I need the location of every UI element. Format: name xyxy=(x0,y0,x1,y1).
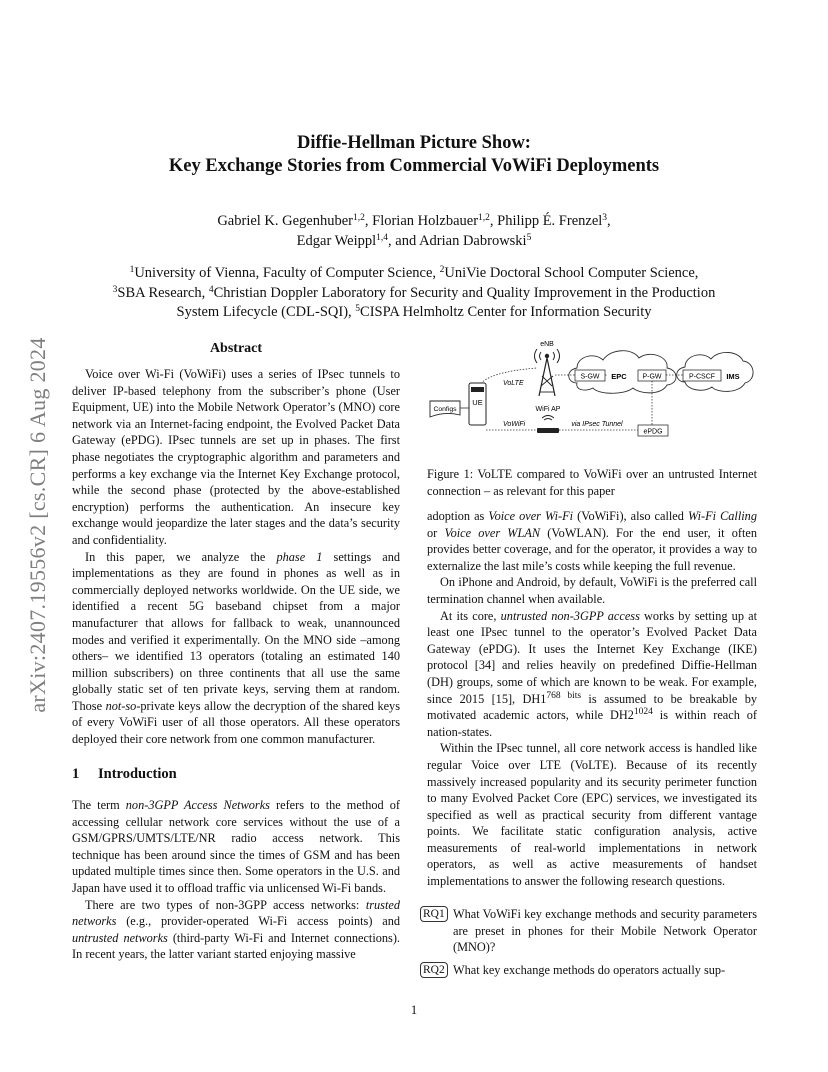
right-column-body xyxy=(427,508,757,890)
wifi-ap-label: WiFi AP xyxy=(535,406,561,413)
arxiv-stamp xyxy=(18,290,58,760)
right-p1: adoption as Voice over Wi-Fi (VoWiFi), also called Wi-Fi Calling or Voice over WLAN (VoWLAN). For the end user, it often provides better coverage, and for the operator, it provides a way to externalize the last mile’s costs while keeping the full revenue. xyxy=(427,509,757,573)
author-sup: 1,2 xyxy=(353,213,365,223)
pgw-label: P-GW xyxy=(642,373,662,381)
affil-text: Christian Doppler Laboratory for Security and Quality Improvement in the Production xyxy=(213,285,716,301)
research-question-1 xyxy=(420,906,757,956)
affiliation-line2 xyxy=(0,283,828,303)
author-name: Florian Holzbauer xyxy=(372,213,479,229)
epc-label: EPC xyxy=(611,372,627,381)
sgw-label: S-GW xyxy=(580,373,600,381)
author-sup: 1,4 xyxy=(376,233,389,243)
ims-label: IMS xyxy=(726,372,740,381)
author-name: Edgar Weippl xyxy=(296,233,377,249)
author-sup: 1,2 xyxy=(478,213,490,223)
author-name: Adrian Dabrowski xyxy=(419,233,527,249)
epdg-label: ePDG xyxy=(643,428,663,436)
ipsec-label: via IPsec Tunnel xyxy=(571,421,623,428)
abstract-heading: Abstract xyxy=(209,341,263,356)
author-sep: , xyxy=(489,213,498,229)
configs-label: Configs xyxy=(433,406,457,413)
ue-label: UE xyxy=(472,398,483,407)
figure-caption-text: Figure 1: VoLTE compared to VoWiFi over an untrusted Internet connection – as relevant for this paper xyxy=(427,467,757,498)
rq2-tag: RQ2 xyxy=(420,962,448,978)
page-number: 1 xyxy=(410,1003,418,1017)
right-p3: At its core, untrusted non-3GPP access works by setting up at least one IPsec tunnel to the operator’s Evolved Packet Data Gateway (ePDG). It uses the Internet Key Exchange (IKE) protocol [34] and relies heavily on predefined Diffie-Hellman (DH) groups, some of which are known to be weak. For example, since 2015 [15], $DH1^{768 bits}$ is assumed to be breakable by motivated academic actors, while $DH2^{1024}$ is within reach of nation-states. xyxy=(427,608,758,739)
abstract-body xyxy=(72,366,400,748)
paper-title-line1: Diffie-Hellman Picture Show: xyxy=(297,133,531,153)
author-sup: 5 xyxy=(526,233,532,243)
pcscf-label: P-CSCF xyxy=(688,373,716,381)
author-name: Gabriel K. Gegenhuber xyxy=(217,213,354,229)
affil-text: UniVie Doctoral School Computer Science, xyxy=(444,265,699,281)
section-number: 1 xyxy=(72,766,80,782)
author-name: Philipp É. Frenzel xyxy=(497,213,603,229)
affiliation-line3 xyxy=(0,302,828,322)
router-icon xyxy=(537,428,559,433)
right-p2: On iPhone and Android, by default, VoWiFi is the preferred call termination channel when available. xyxy=(427,575,757,606)
volte-label: VoLTE xyxy=(503,380,524,387)
abstract-p2: In this paper, we analyze the phase 1 settings and implementations as they are found in phones as well as in commercially deployed networks worldwide. On the UE side, we identified a recent 5G baseband chipset from a major manufacturer that allows for fallback to weak, unannounced modes and verified it experimentally. On the MNO side –among others– we identified 13 operators (totaling an estimated 140 million subscribers) on three continents that all use the same globally static set of ten private keys, serving them at random. Those not-so-private keys allow the decryption of the shared keys of every VoWiFi user of all those operators. All these operators deployed their core network from one common manufacturer. xyxy=(72,549,400,747)
vowifi-label: VoWiFi xyxy=(503,421,526,428)
affil-text: System Lifecycle (CDL-SQI), xyxy=(176,304,356,320)
enb-tower-icon xyxy=(535,349,560,396)
figure-volte-vowifi xyxy=(427,338,757,443)
section-heading-introduction xyxy=(72,766,177,783)
affil-sup: 2 xyxy=(439,265,445,275)
research-question-2 xyxy=(420,962,757,979)
arxiv-id: arXiv:2407.19556v2 [cs.CR] 6 Aug 2024 xyxy=(25,337,50,713)
intro-p1: The term non-3GPP Access Networks refers to the method of accessing cellular network core services without the use of a GSM/GPRS/UMTS/LTE/NR radio access network. This technique has been around since the times of GSM and has been updated multiple times since then. Some operators in the U.S. and Japan have used it to offload traffic via unlicensed Wi-Fi bands. xyxy=(72,798,400,895)
introduction-body xyxy=(72,797,400,963)
affil-sup: 4 xyxy=(208,285,214,295)
affil-sup: 5 xyxy=(355,304,361,314)
author-sep: , and xyxy=(388,233,420,249)
affil-sup: 3 xyxy=(112,285,118,295)
abstract-p1: Voice over Wi-Fi (VoWiFi) uses a series of IPsec tunnels to deliver IP-based telephony from the subscriber’s phone (User Equipment, UE) into the Mobile Network Operator’s (MNO) core network via an Internet-facing endpoint, the Evolved Packet Data Gateway (ePDG). IPsec tunnels are set up in phases. The first phase negotiates the cryptographic algorithm and parameters and performs a key exchange via the Internet Key Exchange protocol, while the second phase (protected by the above-established encryption) performs the authentication. An insecure key exchange would jeopardize the later stages and the data’s security and confidentiality. xyxy=(72,367,400,547)
affil-text: University of Vienna, Faculty of Computer Science, xyxy=(134,265,440,281)
rq2-text: What key exchange methods do operators actually sup- xyxy=(453,963,726,977)
intro-p2: There are two types of non-3GPP access networks: trusted networks (e.g., provider-operated Wi-Fi access points) and untrusted networks (third-party Wi-Fi and Internet connections). In recent years, the latter variant started enjoying massive xyxy=(72,897,400,962)
author-line2 xyxy=(0,231,828,251)
rq1-tag: RQ1 xyxy=(420,906,448,922)
figure-caption xyxy=(427,454,757,512)
affil-text: CISPA Helmholtz Center for Information Security xyxy=(360,304,652,320)
author-sup: 3 xyxy=(602,213,608,223)
wifi-icon xyxy=(542,416,554,421)
rq1-text: What VoWiFi key exchange methods and security parameters are preset in phones for their Mobile Network Operator (MNO)? xyxy=(453,907,757,955)
affiliation-line1 xyxy=(0,263,828,283)
affil-text: SBA Research, xyxy=(117,285,209,301)
paper-title-line2: Key Exchange Stories from Commercial VoWiFi Deployments xyxy=(168,156,660,176)
section-title: Introduction xyxy=(98,766,177,782)
enb-label: eNB xyxy=(540,341,554,348)
author-line1: Gabriel K. Gegenhuber$^{1,2}$, Florian Holzbauer$^{1,2}$, Philipp É. Frenzel$^3$, xyxy=(217,213,611,229)
author-sep: , xyxy=(364,213,373,229)
affil-sup: 1 xyxy=(129,265,135,275)
right-p4: Within the IPsec tunnel, all core network access is handled like regular Voice over LTE (VoLTE). Because of its recently massively increased popularity and its security perimeter function to many Evolved Packet Core (EPC) services, we investigated its specified as well as practical security from different vantage points. We facilitate static configuration analysis, active measurements of real-world implementations in network operators, as well as active measurements of handset implementations to answer the following research questions. xyxy=(427,741,757,889)
